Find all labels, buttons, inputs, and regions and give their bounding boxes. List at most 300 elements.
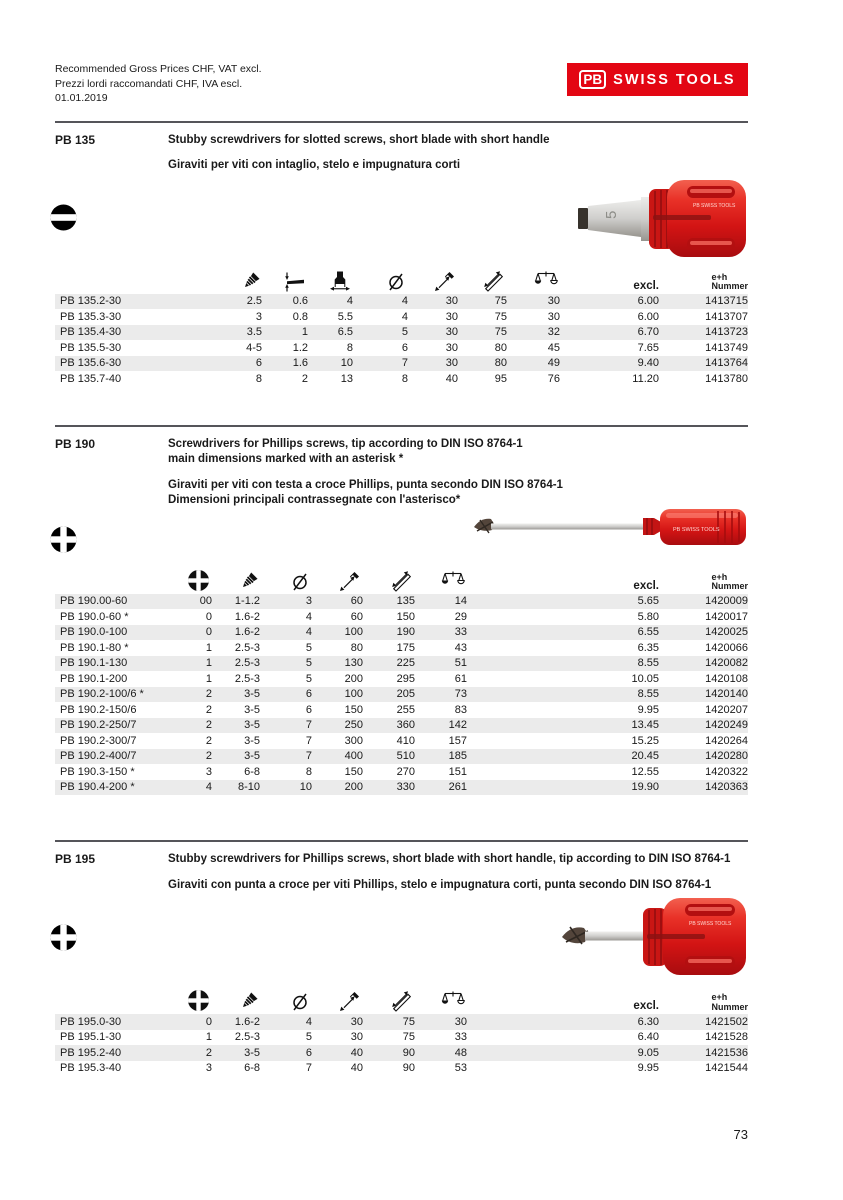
svg-text:PB SWISS TOOLS: PB SWISS TOOLS [673, 526, 720, 533]
value-cell: 150 [396, 610, 415, 623]
value-cell: 3-5 [244, 1046, 260, 1059]
table-row [55, 1030, 748, 1046]
value-cell: 14 [454, 595, 467, 608]
section-title [168, 852, 748, 868]
number-header-label: e+h Nummer [711, 571, 748, 591]
table-header-row [55, 260, 748, 294]
diameter-icon [260, 990, 312, 1012]
svg-text:5: 5 [603, 210, 620, 219]
value-cell: 30 [445, 295, 458, 308]
value-cell: 80 [350, 641, 363, 654]
number-cell: 1420322 [705, 765, 748, 778]
value-cell: 1 [205, 672, 212, 685]
value-cell: 3 [205, 765, 212, 778]
value-cell: 2 [301, 372, 308, 385]
price-cell: 20.45 [631, 750, 659, 763]
phillips-size-icon [160, 569, 212, 592]
article-number: PB 190.0-60 * [60, 610, 129, 623]
value-cell: 6-8 [244, 765, 260, 778]
product-table [55, 980, 748, 1076]
value-cell: 49 [547, 357, 560, 370]
title-line: Stubby screwdrivers for slotted screws, short blade with short handle [168, 133, 550, 146]
article-number: PB 135.4-30 [60, 326, 122, 339]
value-cell: 3 [255, 310, 262, 323]
value-cell: 6 [401, 341, 408, 354]
value-cell: 43 [454, 641, 467, 654]
value-cell: 30 [454, 1015, 467, 1028]
value-cell: 100 [344, 626, 363, 639]
price-cell: 9.40 [637, 357, 659, 370]
price-note-line: Recommended Gross Prices CHF, VAT excl. [55, 63, 262, 75]
value-cell: 60 [350, 595, 363, 608]
price-cell: 6.40 [637, 1031, 659, 1044]
value-cell: 75 [494, 295, 507, 308]
value-cell: 7 [305, 750, 312, 763]
value-cell: 5 [305, 657, 312, 670]
value-cell: 2 [205, 1046, 212, 1059]
article-number: PB 135.7-40 [60, 372, 122, 385]
table-row [55, 749, 748, 765]
value-cell: 3-5 [244, 750, 260, 763]
value-cell: 4 [305, 610, 312, 623]
total-length-icon [363, 570, 415, 592]
table-row [55, 625, 748, 641]
value-cell: 76 [547, 372, 560, 385]
number-header-label: e+h Nummer [711, 992, 748, 1012]
article-number: PB 190.0-100 [60, 626, 128, 639]
value-cell: 4 [346, 295, 353, 308]
number-cell: 1420207 [705, 703, 748, 716]
table-row [55, 764, 748, 780]
product-table [55, 260, 748, 387]
product-image-stubby-phillips-screwdriver [557, 894, 748, 983]
value-cell: 157 [448, 734, 467, 747]
section-pb195 [55, 840, 748, 1076]
price-cell: 12.55 [631, 765, 659, 778]
value-cell: 73 [454, 688, 467, 701]
value-cell: 1.2 [292, 341, 308, 354]
price-cell: 8.55 [637, 657, 659, 670]
article-number: PB 190.2-400/7 [60, 750, 137, 763]
price-cell: 8.55 [637, 688, 659, 701]
value-cell: 6.5 [337, 326, 353, 339]
section-titles [168, 133, 748, 174]
value-cell: 10 [340, 357, 353, 370]
article-number: PB 190.2-250/7 [60, 719, 137, 732]
diameter-icon [260, 570, 312, 592]
section-code: PB 190 [55, 436, 96, 451]
value-cell: 3-5 [244, 734, 260, 747]
price-note [55, 62, 262, 106]
section-titles [168, 852, 748, 893]
value-cell: 75 [402, 1015, 415, 1028]
value-cell: 40 [445, 372, 458, 385]
value-cell: 1 [205, 1031, 212, 1044]
number-cell: 1421544 [705, 1062, 748, 1075]
value-cell: 3-5 [244, 703, 260, 716]
value-cell: 3 [205, 1062, 212, 1075]
price-note-line: Prezzi lordi raccomandati CHF, IVA escl. [55, 77, 243, 90]
value-cell: 60 [350, 610, 363, 623]
section-head [55, 842, 748, 980]
value-cell: 83 [454, 703, 467, 716]
pb-logo-text: SWISS TOOLS [613, 71, 736, 88]
price-cell: 5.80 [637, 610, 659, 623]
table-row [55, 340, 748, 356]
value-cell: 2.5-3 [234, 1031, 260, 1044]
weight-icon [415, 990, 467, 1012]
price-cell: 6.35 [637, 641, 659, 654]
value-cell: 0 [205, 610, 212, 623]
total-length-icon [363, 990, 415, 1012]
table-row [55, 356, 748, 372]
article-number: PB 135.6-30 [60, 357, 122, 370]
value-cell: 1 [301, 326, 308, 339]
value-cell: 255 [396, 703, 415, 716]
number-cell: 1420264 [705, 734, 748, 747]
article-number: PB 190.4-200 * [60, 781, 135, 794]
number-header [659, 273, 748, 292]
number-cell: 1420280 [705, 750, 748, 763]
table-row [55, 687, 748, 703]
price-cell: 10.05 [631, 672, 659, 685]
table-row [55, 1045, 748, 1061]
diameter-icon [353, 270, 408, 292]
value-cell: 330 [396, 781, 415, 794]
price-cell: 7.65 [637, 341, 659, 354]
value-cell: 40 [350, 1062, 363, 1075]
section-pb190 [55, 425, 748, 796]
phillips-size-icon [160, 989, 212, 1012]
article-number: PB 190.2-150/6 [60, 703, 137, 716]
value-cell: 510 [396, 750, 415, 763]
number-header-label: e+h Nummer [711, 271, 748, 291]
section-head [55, 123, 748, 260]
value-cell: 75 [402, 1031, 415, 1044]
title-line: Stubby screwdrivers for Phillips screws, short blade with short handle, tip according to DIN ISO 8764-1 [168, 853, 731, 865]
value-cell: 130 [344, 657, 363, 670]
value-cell: 1.6-2 [234, 1015, 260, 1028]
value-cell: 8-10 [237, 781, 260, 794]
value-cell: 3-5 [244, 688, 260, 701]
catalog-page [55, 0, 748, 1142]
value-cell: 151 [448, 765, 467, 778]
weight-icon [415, 570, 467, 592]
article-number: PB 135.5-30 [60, 341, 122, 354]
value-cell: 4 [205, 781, 212, 794]
slotted-drive-icon [50, 204, 77, 236]
value-cell: 33 [454, 1031, 467, 1044]
section-pb135 [55, 121, 748, 387]
number-cell: 1413723 [705, 326, 748, 339]
value-cell: 1.6 [292, 357, 308, 370]
price-cell: 6.30 [637, 1015, 659, 1028]
value-cell: 2.5 [246, 295, 262, 308]
price-header: excl. [633, 1000, 659, 1012]
table-header-row [55, 980, 748, 1014]
table-row [55, 309, 748, 325]
price-header: excl. [633, 279, 659, 292]
number-cell: 1420017 [705, 610, 748, 623]
value-cell: 61 [454, 672, 467, 685]
value-cell: 2.5-3 [234, 672, 260, 685]
table-row [55, 294, 748, 310]
table-row [55, 780, 748, 796]
number-cell: 1413749 [705, 341, 748, 354]
price-cell: 19.90 [631, 781, 659, 794]
value-cell: 3-5 [244, 719, 260, 732]
value-cell: 4 [401, 310, 408, 323]
price-cell: 9.95 [637, 1062, 659, 1075]
article-number: PB 135.3-30 [60, 310, 122, 323]
value-cell: 45 [547, 341, 560, 354]
price-cell: 9.95 [637, 703, 659, 716]
table-row [55, 1014, 748, 1030]
value-cell: 5 [305, 1031, 312, 1044]
value-cell: 8 [401, 372, 408, 385]
value-cell: 29 [454, 610, 467, 623]
value-cell: 261 [448, 781, 467, 794]
value-cell: 75 [494, 310, 507, 323]
value-cell: 00 [199, 595, 212, 608]
value-cell: 360 [396, 719, 415, 732]
blade-length-icon [312, 990, 363, 1012]
value-cell: 1.6-2 [234, 610, 260, 623]
value-cell: 150 [344, 703, 363, 716]
number-cell: 1420009 [705, 595, 748, 608]
value-cell: 300 [344, 734, 363, 747]
value-cell: 51 [454, 657, 467, 670]
article-number: PB 195.3-40 [60, 1062, 122, 1075]
table-body [55, 594, 748, 796]
value-cell: 142 [448, 719, 467, 732]
screw-icon [212, 572, 260, 592]
value-cell: 100 [344, 688, 363, 701]
value-cell: 30 [445, 341, 458, 354]
value-cell: 7 [305, 719, 312, 732]
table-row [55, 718, 748, 734]
value-cell: 1 [205, 657, 212, 670]
subtitle-line: Giraviti con punta a croce per viti Phillips, stelo e impugnatura corti, punta secondo DIN ISO 8764-1 [168, 878, 712, 891]
value-cell: 30 [445, 310, 458, 323]
total-length-icon [458, 270, 507, 292]
value-cell: 53 [454, 1062, 467, 1075]
value-cell: 0 [205, 1015, 212, 1028]
value-cell: 135 [396, 595, 415, 608]
number-cell: 1421536 [705, 1046, 748, 1059]
value-cell: 2.5-3 [234, 641, 260, 654]
price-cell: 6.55 [637, 626, 659, 639]
value-cell: 8 [305, 765, 312, 778]
value-cell: 175 [396, 641, 415, 654]
table-row [55, 371, 748, 387]
value-cell: 80 [494, 341, 507, 354]
value-cell: 400 [344, 750, 363, 763]
value-cell: 3.5 [246, 326, 262, 339]
value-cell: 295 [396, 672, 415, 685]
value-cell: 7 [401, 357, 408, 370]
value-cell: 8 [346, 341, 353, 354]
value-cell: 4 [305, 1015, 312, 1028]
value-cell: 200 [344, 672, 363, 685]
value-cell: 6 [305, 688, 312, 701]
value-cell: 32 [547, 326, 560, 339]
table-row [55, 656, 748, 672]
number-cell: 1413764 [705, 357, 748, 370]
number-cell: 1420025 [705, 626, 748, 639]
article-number: PB 195.0-30 [60, 1015, 122, 1028]
page-number: 73 [733, 1127, 748, 1142]
value-cell: 30 [350, 1015, 363, 1028]
value-cell: 40 [350, 1046, 363, 1059]
value-cell: 2 [205, 734, 212, 747]
table-row [55, 609, 748, 625]
price-cell: 13.45 [631, 719, 659, 732]
value-cell: 5.5 [337, 310, 353, 323]
value-cell: 3 [305, 595, 312, 608]
article-number: PB 190.2-300/7 [60, 734, 137, 747]
number-cell: 1420066 [705, 641, 748, 654]
value-cell: 75 [494, 326, 507, 339]
number-cell: 1420363 [705, 781, 748, 794]
svg-text:PB SWISS TOOLS: PB SWISS TOOLS [693, 202, 736, 209]
blade-thickness-icon [262, 272, 308, 292]
table-row [55, 325, 748, 341]
value-cell: 13 [340, 372, 353, 385]
table-row [55, 640, 748, 656]
value-cell: 4 [305, 626, 312, 639]
product-image-phillips-screwdriver [470, 502, 748, 557]
value-cell: 80 [494, 357, 507, 370]
number-cell: 1413707 [705, 310, 748, 323]
section-title [168, 437, 748, 468]
value-cell: 48 [454, 1046, 467, 1059]
value-cell: 95 [494, 372, 507, 385]
value-cell: 410 [396, 734, 415, 747]
value-cell: 225 [396, 657, 415, 670]
table-header-row [55, 560, 748, 594]
pb-logo-mark: PB [579, 70, 606, 89]
article-number: PB 190.1-80 * [60, 641, 129, 654]
title-line: main dimensions marked with an asterisk * [168, 453, 404, 465]
price-cell: 15.25 [631, 734, 659, 747]
number-cell: 1421502 [705, 1015, 748, 1028]
article-number: PB 190.1-130 [60, 657, 128, 670]
value-cell: 1-1.2 [234, 595, 260, 608]
subtitle-line: Dimensioni principali contrassegnate con l'asterisco* [168, 494, 461, 506]
value-cell: 8 [255, 372, 262, 385]
value-cell: 90 [402, 1062, 415, 1075]
value-cell: 1 [205, 641, 212, 654]
number-header [659, 993, 748, 1012]
article-number: PB 195.2-40 [60, 1046, 122, 1059]
value-cell: 270 [396, 765, 415, 778]
value-cell: 6 [305, 1046, 312, 1059]
value-cell: 2 [205, 688, 212, 701]
section-code: PB 195 [55, 852, 96, 866]
value-cell: 250 [344, 719, 363, 732]
table-row [55, 594, 748, 610]
table-row [55, 733, 748, 749]
price-cell: 6.00 [637, 295, 659, 308]
value-cell: 2 [205, 703, 212, 716]
value-cell: 2.5-3 [234, 657, 260, 670]
number-header [659, 573, 748, 592]
article-number: PB 195.1-30 [60, 1031, 122, 1044]
pb-swiss-tools-logo [567, 63, 748, 96]
price-header: excl. [633, 579, 659, 592]
value-cell: 5 [305, 641, 312, 654]
value-cell: 30 [445, 326, 458, 339]
page-header [55, 62, 748, 106]
price-note-line: 01.01.2019 [55, 92, 108, 104]
table-row [55, 1061, 748, 1077]
title-line: Screwdrivers for Phillips screws, tip according to DIN ISO 8764-1 [168, 437, 523, 450]
value-cell: 2 [205, 719, 212, 732]
table-body [55, 294, 748, 387]
svg-text:PB SWISS TOOLS: PB SWISS TOOLS [689, 921, 732, 927]
value-cell: 4-5 [246, 341, 262, 354]
number-cell: 1421528 [705, 1031, 748, 1044]
section-head [55, 427, 748, 560]
value-cell: 0 [205, 626, 212, 639]
value-cell: 5 [305, 672, 312, 685]
number-cell: 1420249 [705, 719, 748, 732]
number-cell: 1420108 [705, 672, 748, 685]
article-number: PB 190.1-200 [60, 672, 128, 685]
value-cell: 5 [401, 326, 408, 339]
section-title [168, 133, 748, 149]
value-cell: 10 [299, 781, 312, 794]
weight-icon [507, 270, 560, 292]
blade-length-icon [408, 270, 458, 292]
article-number: PB 190.3-150 * [60, 765, 135, 778]
price-cell: 5.65 [637, 595, 659, 608]
value-cell: 7 [305, 734, 312, 747]
number-cell: 1413715 [705, 295, 748, 308]
blade-length-icon [312, 570, 363, 592]
value-cell: 205 [396, 688, 415, 701]
value-cell: 6 [255, 357, 262, 370]
section-subtitle [168, 158, 748, 174]
subtitle-line: Giraviti per viti con intaglio, stelo e impugnatura corti [168, 159, 461, 171]
blade-width-icon [308, 271, 353, 292]
table-row [55, 702, 748, 718]
value-cell: 6 [305, 703, 312, 716]
value-cell: 30 [547, 295, 560, 308]
value-cell: 150 [344, 765, 363, 778]
article-number: PB 190.2-100/6 * [60, 688, 144, 701]
value-cell: 30 [445, 357, 458, 370]
page-footer [55, 1127, 748, 1142]
section-titles [168, 437, 748, 509]
number-cell: 1413780 [705, 372, 748, 385]
price-cell: 6.00 [637, 310, 659, 323]
phillips-drive-icon [50, 526, 77, 558]
value-cell: 1.6-2 [234, 626, 260, 639]
value-cell: 30 [350, 1031, 363, 1044]
product-table [55, 560, 748, 796]
section-code: PB 135 [55, 132, 96, 147]
article-number: PB 135.2-30 [60, 295, 122, 308]
table-row [55, 671, 748, 687]
value-cell: 6-8 [244, 1062, 260, 1075]
value-cell: 190 [396, 626, 415, 639]
price-cell: 11.20 [632, 372, 659, 385]
value-cell: 0.8 [292, 310, 308, 323]
product-image-stubby-slotted-screwdriver [575, 177, 748, 264]
value-cell: 33 [454, 626, 467, 639]
